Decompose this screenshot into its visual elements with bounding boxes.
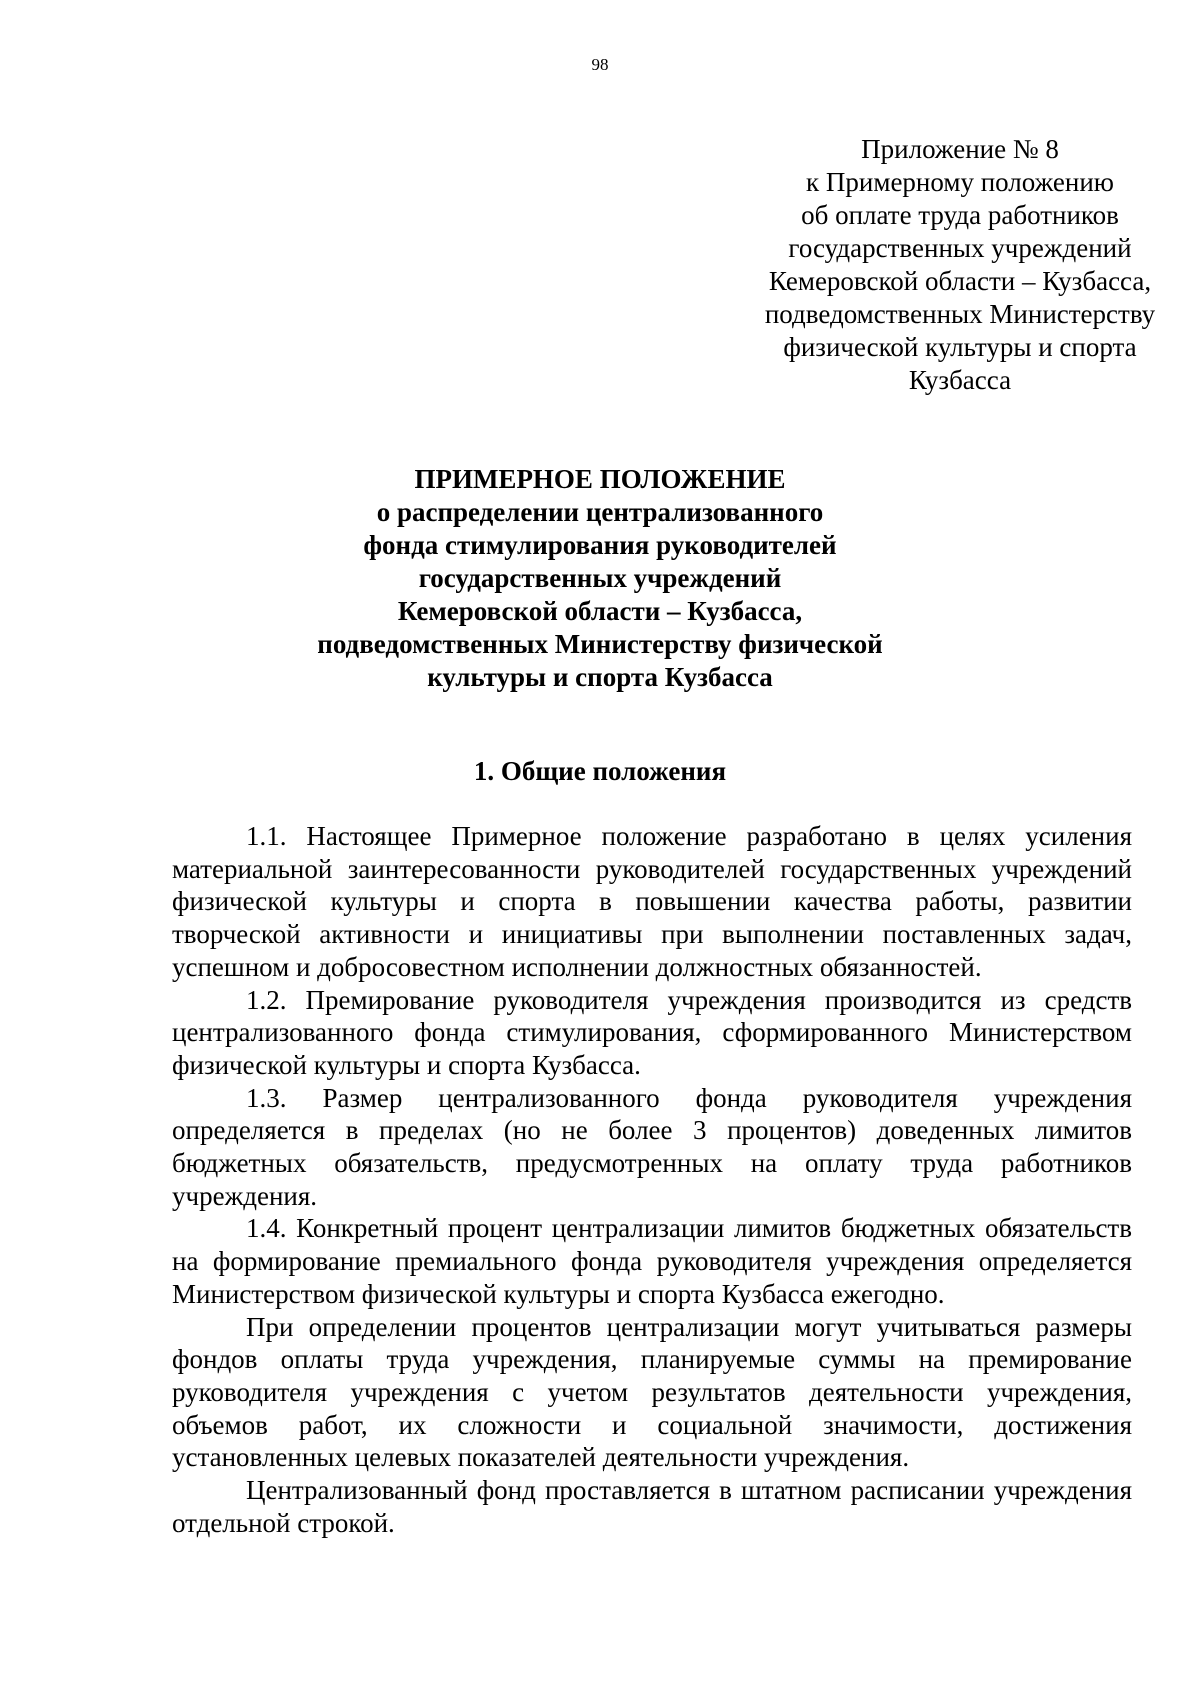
document-title	[250, 463, 950, 694]
title-line: подведомственных Министерству физической	[317, 629, 883, 659]
paragraph: При определении процентов централизации могут учитываться размеры фондов оплаты труда учреждения, планируемые суммы на премирование руководителя учреждения с учетом результатов деятельности учреждения, объемов работ, их сложности и социальной значимости, достижения установленных целевых показателей деятельности учреждения.	[172, 1311, 1132, 1473]
paragraph: Централизованный фонд проставляется в штатном расписании учреждения отдельной строкой.	[172, 1475, 1132, 1538]
page-number: 98	[591, 55, 609, 74]
paragraph-1-4: 1.4. Конкретный процент централизации лимитов бюджетных обязательств на формирование премиального фонда руководителя учреждения определяется Министерством физической культуры и спорта Кузбасса ежегодно.	[172, 1213, 1132, 1309]
paragraph-1-1: 1.1. Настоящее Примерное положение разработано в целях усиления материальной заинтересованности руководителей государственных учреждений физической культуры и спорта в повышении качества работы, развитии творческой активности и инициативы при выполнении поставленных задач, успешном и добросовестном исполнении должностных обязанностей.	[172, 821, 1132, 982]
appendix-line: подведомственных Министерству	[764, 299, 1156, 329]
appendix-line: государственных учреждений	[788, 233, 1132, 263]
title-line: культуры и спорта Кузбасса	[427, 662, 773, 692]
title-line: ПРИМЕРНОЕ ПОЛОЖЕНИЕ	[414, 464, 786, 494]
title-line: о распределении централизованного	[376, 497, 824, 527]
appendix-line: Приложение № 8	[861, 134, 1059, 164]
appendix-line: Кузбасса	[908, 365, 1012, 395]
appendix-header	[700, 133, 1200, 397]
appendix-line: об оплате труда работников	[801, 200, 1119, 230]
title-line: фонда стимулирования руководителей	[363, 530, 837, 560]
title-line: государственных учреждений	[418, 563, 782, 593]
appendix-line: Кемеровской области – Кузбасса,	[768, 266, 1152, 296]
body-text	[172, 820, 1132, 1539]
section-heading: 1. Общие положения	[473, 756, 727, 786]
paragraph-1-2: 1.2. Премирование руководителя учреждения производится из средств централизованного фонда стимулирования, сформированного Министерством физической культуры и спорта Кузбасса.	[172, 984, 1132, 1080]
title-line: Кемеровской области – Кузбасса,	[397, 596, 803, 626]
paragraph-1-3: 1.3. Размер централизованного фонда руководителя учреждения определяется в пределах (но не более 3 процентов) доведенных лимитов бюджетных обязательств, предусмотренных на оплату труда работников учреждения.	[172, 1082, 1132, 1211]
appendix-line: физической культуры и спорта	[783, 332, 1137, 362]
appendix-line: к Примерному положению	[806, 167, 1114, 197]
